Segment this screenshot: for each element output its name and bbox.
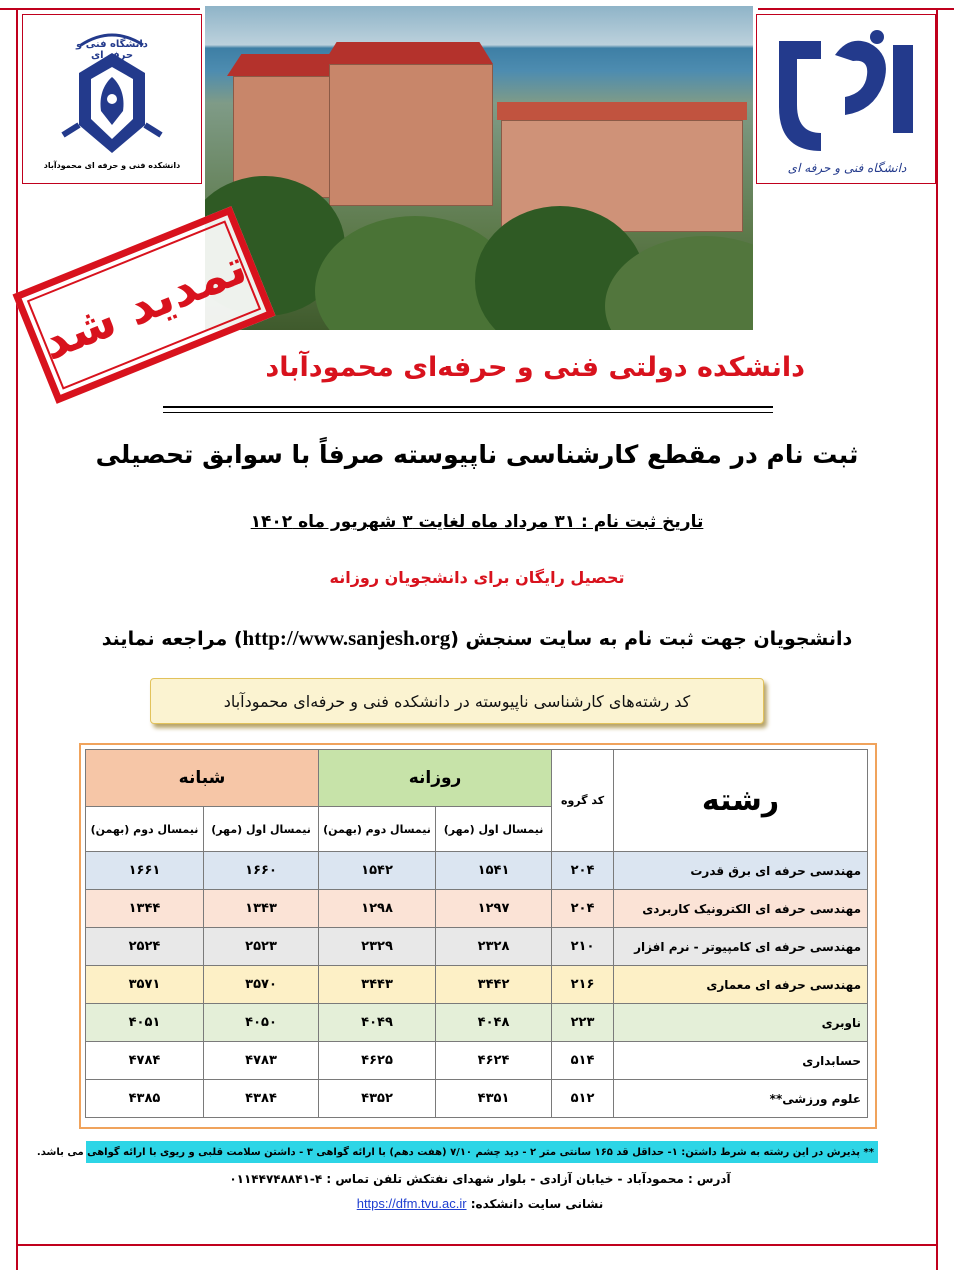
day-sem1-header: نیمسال اول (مهر) (436, 807, 552, 852)
row-night-sem2: ۱۶۶۱ (86, 852, 204, 890)
field-header: رشته (614, 750, 868, 852)
stamp-text: تمدید شد (33, 238, 255, 372)
row-night-sem2: ۴۳۸۵ (86, 1080, 204, 1118)
row-day-sem2: ۱۵۴۲ (319, 852, 436, 890)
row-day-sem1: ۱۵۴۱ (436, 852, 552, 890)
field-codes-table (79, 743, 877, 1129)
row-night-sem2: ۳۵۷۱ (86, 966, 204, 1004)
row-code: ۵۱۲ (552, 1080, 614, 1118)
row-night-sem1: ۳۵۷۰ (204, 966, 319, 1004)
table-row (86, 928, 868, 966)
row-day-sem1: ۴۶۲۴ (436, 1042, 552, 1080)
table-row (86, 890, 868, 928)
site-line (200, 1196, 760, 1211)
university-logo-icon (757, 15, 935, 183)
row-night-sem2: ۱۳۴۴ (86, 890, 204, 928)
row-code: ۲۱۶ (552, 966, 614, 1004)
left-logo-arc-text: دانشگاه فنی و حرفه ای (76, 39, 148, 61)
row-field-name: علوم ورزشی** (614, 1080, 868, 1118)
night-header: شبانه (86, 750, 319, 807)
group-code-header: کد گروه (552, 750, 614, 852)
left-logo-caption: دانشکده فنی و حرفه ای محمودآباد (43, 161, 181, 170)
registration-dates-text: تاریخ ثبت نام : ۳۱ مرداد ماه لغایت ۳ شهریور ماه ۱۴۰۲ (250, 512, 704, 532)
sanjesh-link[interactable]: http://www.sanjesh.org (242, 626, 451, 650)
row-night-sem1: ۴۰۵۰ (204, 1004, 319, 1042)
row-code: ۲۰۴ (552, 852, 614, 890)
title-divider (163, 406, 773, 413)
frame-right-line (936, 8, 938, 1270)
row-night-sem2: ۴۷۸۴ (86, 1042, 204, 1080)
row-day-sem1: ۲۳۲۸ (436, 928, 552, 966)
address-line: آدرس : محمودآباد - خیابان آزادی - بلوار شهدای نفتکش تلفن تماس : ۴-۰۱۱۴۴۷۴۸۸۴۱ (229, 1172, 731, 1186)
row-field-name: ناوبری (614, 1004, 868, 1042)
row-day-sem2: ۲۳۲۹ (319, 928, 436, 966)
day-sem2-header: نیمسال دوم (بهمن) (319, 807, 436, 852)
row-day-sem1: ۳۴۴۲ (436, 966, 552, 1004)
row-field-name: مهندسی حرفه ای کامپیوتر - نرم افزار (614, 928, 868, 966)
right-logo-caption: دانشگاه فنی و حرفه ای (787, 161, 907, 175)
codes-table (85, 749, 868, 1118)
registration-dates (60, 512, 894, 532)
row-day-sem2: ۴۶۲۵ (319, 1042, 436, 1080)
field-codes-title: کد رشته‌های کارشناسی ناپیوسته در دانشکده فنی و حرفه‌ای محمودآباد (223, 691, 691, 711)
row-day-sem2: ۱۲۹۸ (319, 890, 436, 928)
subtitle: ثبت نام در مقطع کارشناسی ناپیوسته صرفاً با سوابق تحصیلی (95, 440, 859, 469)
row-day-sem1: ۱۲۹۷ (436, 890, 552, 928)
row-field-name: مهندسی حرفه ای برق قدرت (614, 852, 868, 890)
row-night-sem1: ۲۵۲۳ (204, 928, 319, 966)
field-codes-box (150, 678, 764, 724)
row-night-sem1: ۴۷۸۳ (204, 1042, 319, 1080)
page-title: دانشکده دولتی فنی و حرفه‌ای محمودآباد (265, 352, 805, 383)
college-site-link[interactable]: https://dfm.tvu.ac.ir (356, 1196, 467, 1211)
table-row (86, 966, 868, 1004)
row-night-sem1: ۱۳۴۳ (204, 890, 319, 928)
row-day-sem2: ۴۳۵۲ (319, 1080, 436, 1118)
row-code: ۲۰۴ (552, 890, 614, 928)
row-code: ۲۲۳ (552, 1004, 614, 1042)
row-field-name: مهندسی حرفه ای الکترونیک کاربردی (614, 890, 868, 928)
site-label: نشانی سایت دانشکده: (470, 1197, 604, 1211)
right-logo (756, 14, 936, 184)
table-row (86, 1042, 868, 1080)
row-day-sem2: ۳۴۴۳ (319, 966, 436, 1004)
frame-left-line (16, 8, 18, 1270)
table-row (86, 1080, 868, 1118)
row-field-name: حسابداری (614, 1042, 868, 1080)
table-row (86, 1004, 868, 1042)
register-prefix: دانشجویان جهت ثبت نام به سایت سنجش ( (450, 628, 853, 650)
night-sem2-header: نیمسال دوم (بهمن) (86, 807, 204, 852)
free-tuition-note: تحصیل رایگان برای دانشجویان روزانه (329, 568, 625, 587)
row-day-sem1: ۴۰۴۸ (436, 1004, 552, 1042)
left-logo (22, 14, 202, 184)
night-sem1-header: نیمسال اول (مهر) (204, 807, 319, 852)
requirements-note (36, 1141, 878, 1163)
day-header: روزانه (319, 750, 552, 807)
frame-top-line (0, 8, 200, 10)
row-code: ۵۱۴ (552, 1042, 614, 1080)
requirements-note-text: ** پذیرش در این رشته به شرط داشتن: ۱- حداقل قد ۱۶۵ سانتی متر ۲ - دید چشم ۷/۱۰ (هفت دهم) با ارائه گواهی ۳ - داشتن سلامت قلبی و ریوی با ارائه گواهی می باشد. (36, 1146, 874, 1158)
register-instruction (60, 626, 894, 651)
frame-top-line-right (758, 8, 954, 10)
row-code: ۲۱۰ (552, 928, 614, 966)
register-suffix: ) مراجعه نمایند (101, 628, 243, 650)
row-night-sem1: ۱۶۶۰ (204, 852, 319, 890)
row-night-sem1: ۴۳۸۴ (204, 1080, 319, 1118)
campus-photo (205, 6, 753, 330)
table-row (86, 852, 868, 890)
frame-bottom-line (16, 1244, 938, 1246)
row-day-sem2: ۴۰۴۹ (319, 1004, 436, 1042)
row-field-name: مهندسی حرفه ای معماری (614, 966, 868, 1004)
row-night-sem2: ۴۰۵۱ (86, 1004, 204, 1042)
row-day-sem1: ۴۳۵۱ (436, 1080, 552, 1118)
row-night-sem2: ۲۵۲۴ (86, 928, 204, 966)
